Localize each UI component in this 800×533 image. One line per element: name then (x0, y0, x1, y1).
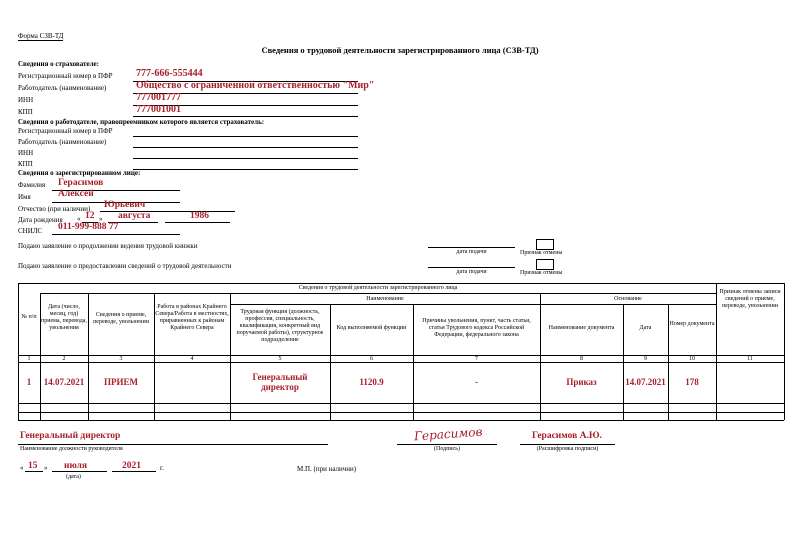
head-position-value: Генеральный директор (20, 431, 121, 441)
name-label: Имя (18, 193, 31, 201)
provide-app-label: Подано заявление о предоставлении сведений о трудовой деятельности (18, 262, 232, 270)
provide-cancel-caption: Признак отмены (520, 270, 563, 276)
sign-date-caption: (дата) (66, 474, 81, 480)
snils-value: 011-999-888 77 (58, 222, 119, 232)
col-number: 5 (278, 356, 282, 362)
form-link[interactable]: Форма СЗВ-ТД (18, 32, 64, 40)
row-doc-date: 14.07.2021 (625, 377, 666, 387)
row-function: Генеральный директор (252, 372, 308, 393)
row-reason: - (475, 377, 478, 387)
continue-app-label: Подано заявление о продолжении ведения трудовой книжки (18, 242, 198, 250)
stamp-label: М.П. (при наличии) (297, 465, 357, 473)
insurer-reg-value: 777-666-555444 (136, 68, 203, 79)
group-basis-header: Основание (614, 296, 642, 302)
surname-label: Фамилия (18, 181, 46, 189)
col-number: 4 (190, 356, 194, 362)
signature-caption: (Подпись) (433, 446, 461, 452)
insurer-inn-value: 777001777 (136, 92, 181, 103)
col-number: 8 (580, 356, 583, 362)
continue-date-caption: дата подачи (456, 249, 487, 255)
person-heading: Сведения о зарегистрированном лице: (18, 169, 141, 177)
insurer-reg-label: Регистрационный номер в ПФР (18, 72, 113, 80)
sign-date-day: 15 (28, 461, 38, 471)
col-doc-name-header: Наименование документа (548, 325, 615, 331)
row-doc-num: 178 (685, 377, 699, 387)
col-north-header: Работа в районах Крайнего Севера/Работа в местностях, приравненных к районам Крайнего Севера (155, 304, 229, 331)
dob-label: Дата рождения (18, 216, 63, 224)
insurer-heading: Сведения о страхователе: (18, 60, 99, 68)
insurer-employer-value: Общество с ограниченной ответственностью "Мир" (136, 80, 375, 91)
dob-quote-close: » (99, 215, 103, 223)
dob-quote-open: « (77, 215, 81, 223)
signature: Герасимов (413, 424, 483, 444)
col-number: 11 (747, 356, 753, 362)
row-event: ПРИЕМ (104, 377, 138, 387)
table-super-header: Сведения о трудовой деятельности зарегистрированного лица (298, 285, 458, 291)
patronymic-value: Юрьевич (104, 200, 146, 210)
page-title: Сведения о трудовой деятельности зарегистрированного лица (СЗВ-ТД) (261, 45, 539, 55)
row-date: 14.07.2021 (43, 377, 85, 387)
dob-month: августа (118, 211, 151, 221)
surname-value: Герасимов (58, 178, 104, 188)
sign-date-quote-close: » (44, 464, 48, 472)
col-number: 6 (370, 356, 373, 362)
insurer-inn-label: ИНН (18, 96, 34, 104)
col-number: 7 (475, 356, 478, 362)
col-event-header: Сведения о приеме, переводе, увольнении (93, 312, 149, 325)
sign-date-quote-open: « (20, 464, 24, 472)
row-doc-name: Приказ (566, 377, 597, 387)
snils-label: СНИЛС (18, 227, 43, 235)
col-doc-num-header: Номер документа (669, 321, 715, 327)
col-doc-date-header: Дата (639, 325, 652, 331)
head-position-caption: Наименование должности руководителя (20, 446, 123, 452)
sign-date-suffix: г. (160, 464, 164, 472)
head-name-value: Герасимов А.Ю. (532, 431, 602, 441)
col-number: 1 (27, 356, 31, 362)
col-code-header: Код выполняемой функции (336, 325, 407, 331)
successor-employer-label: Работодатель (наименование) (18, 138, 107, 146)
successor-inn-label: ИНН (18, 149, 34, 157)
dob-day: 12 (85, 211, 95, 221)
successor-heading: Сведения о работодателе, правопреемником которого является страхователь: (18, 118, 265, 126)
row-num: 1 (26, 377, 32, 387)
col-number: 9 (644, 356, 647, 362)
col-date-header: Дата (число, месяц, год) приема, перевода, увольнения (41, 304, 87, 331)
group-name-header: Наименование (366, 296, 404, 302)
successor-kpp-label: КПП (18, 160, 33, 168)
dob-year: 1986 (190, 211, 209, 221)
col-num-header: № п/п (21, 314, 37, 320)
provide-cancel-checkbox[interactable] (536, 259, 554, 270)
sign-date-month: июля (64, 461, 87, 471)
provide-date-caption: дата подачи (456, 269, 487, 275)
col-cancel-header: Признак отмены записи сведений о приеме, переводе, увольнении (719, 289, 781, 309)
sign-date-year: 2021 (122, 461, 141, 471)
head-name-caption: (Расшифровка подписи) (536, 446, 599, 452)
col-number: 3 (119, 356, 123, 362)
patronymic-label: Отчество (при наличии) (18, 205, 91, 213)
insurer-employer-label: Работодатель (наименование) (18, 84, 107, 92)
insurer-kpp-value: 777001001 (136, 104, 181, 115)
col-function-header: Трудовая функция (должность, профессия, специальность, квалификация, конкретный вид поручаемой работы), структурное подразделение (236, 309, 324, 343)
insurer-kpp-label: КПП (18, 108, 33, 116)
name-value: Алексей (58, 189, 94, 199)
row-code: 1120.9 (359, 377, 384, 387)
successor-reg-label: Регистрационный номер в ПФР (18, 127, 113, 135)
col-number: 10 (689, 356, 695, 362)
col-reason-header: Причины увольнения, пункт, часть статьи, статья Трудового кодекса Российской Федерации, федерального закона (422, 318, 531, 338)
col-number: 2 (62, 356, 66, 362)
continue-cancel-checkbox[interactable] (536, 239, 554, 250)
continue-cancel-caption: Признак отмены (520, 250, 563, 256)
